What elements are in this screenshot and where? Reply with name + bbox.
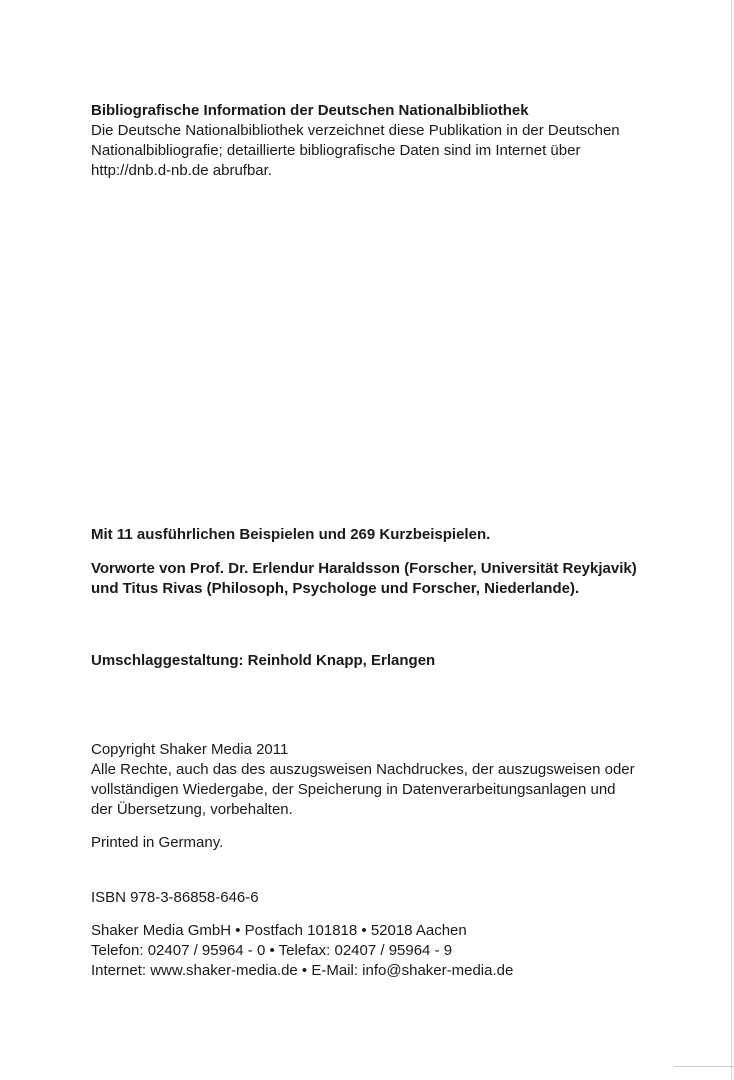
examples-note [91,525,490,545]
bib-line: http://dnb.d-nb.de abrufbar. [91,162,272,179]
copyright-block [91,740,635,820]
forewords-line: Vorworte von Prof. Dr. Erlendur Haraldsson (Forscher, Universität Reykjavik) [91,560,637,577]
printed-in-text: Printed in Germany. [91,834,224,851]
copyright-line: vollständigen Wiedergabe, der Speicherung in Datenverarbeitungsanlagen und [91,781,616,798]
publisher-line: Shaker Media GmbH • Postfach 101818 • 52018 Aachen [91,922,467,939]
printed-in [91,833,223,853]
scan-bottom-mark [674,1066,734,1067]
copyright-title: Copyright Shaker Media 2011 [91,741,289,758]
copyright-line: Alle Rechte, auch das des auszugsweisen Nachdruckes, der auszugsweisen oder [91,761,635,778]
examples-text: Mit 11 ausführlichen Beispielen und 269 Kurzbeispielen. [91,526,491,543]
isbn [91,888,259,908]
bibliographic-info [91,101,620,181]
forewords [91,559,637,599]
cover-design-text: Umschlaggestaltung: Reinhold Knapp, Erlangen [91,652,436,669]
cover-design [91,651,435,671]
publisher-line: Telefon: 02407 / 95964 - 0 • Telefax: 02407 / 95964 - 9 [91,942,453,959]
forewords-line: und Titus Rivas (Philosoph, Psychologe und Forscher, Niederlande). [91,580,580,597]
scan-edge-line [731,0,732,1080]
bib-heading: Bibliografische Information der Deutschen Nationalbibliothek [91,102,529,119]
publisher-line: Internet: www.shaker-media.de • E-Mail: info@shaker-media.de [91,962,514,979]
isbn-text: ISBN 978-3-86858-646-6 [91,889,259,906]
bib-line: Nationalbibliografie; detaillierte bibliografische Daten sind im Internet über [91,142,581,159]
publisher-info [91,921,513,981]
bib-line: Die Deutsche Nationalbibliothek verzeichnet diese Publikation in der Deutschen [91,122,620,139]
copyright-line: der Übersetzung, vorbehalten. [91,801,293,818]
